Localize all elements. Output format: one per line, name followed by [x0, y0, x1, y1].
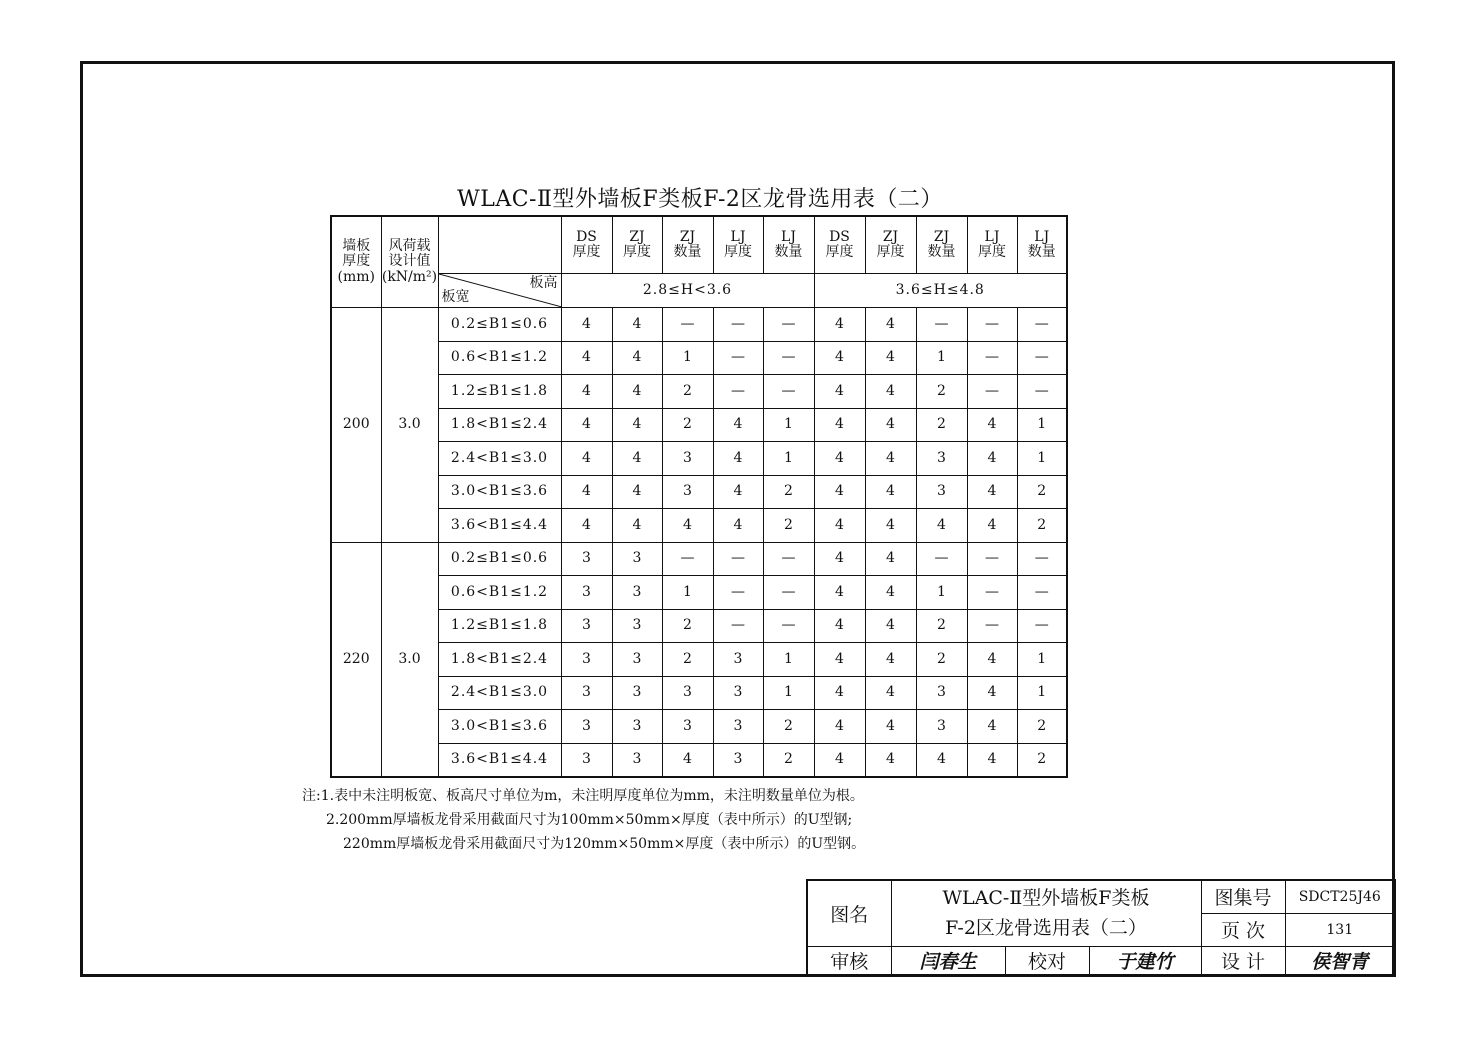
value-cell: 4 — [865, 676, 916, 710]
value-cell: 3 — [916, 475, 967, 509]
table-title: WLAC-Ⅱ型外墙板F类板F-2区龙骨选用表（二） — [457, 187, 943, 212]
value-cell: 1 — [1017, 676, 1067, 710]
value-cell: 4 — [865, 542, 916, 576]
value-cell: 4 — [865, 509, 916, 543]
value-cell: — — [763, 609, 814, 643]
value-cell: 3 — [561, 542, 612, 576]
value-cell: 4 — [662, 509, 713, 543]
value-cell: 3 — [916, 676, 967, 710]
value-cell: 4 — [916, 743, 967, 777]
value-cell: — — [763, 341, 814, 375]
value-cell: 4 — [967, 743, 1017, 777]
plate-width-range: 0.6<B1≤1.2 — [438, 576, 561, 610]
value-cell: 4 — [814, 375, 865, 409]
value-cell: 3 — [662, 475, 713, 509]
value-cell: 2 — [763, 475, 814, 509]
design-label: 设 计 — [1201, 946, 1285, 976]
plate-width-range: 1.2≤B1≤1.8 — [438, 375, 561, 409]
value-cell: 4 — [967, 408, 1017, 442]
value-cell: 3 — [612, 743, 662, 777]
value-cell: — — [967, 308, 1017, 342]
header-col-10: LJ 数量 — [1017, 216, 1067, 274]
value-cell: 1 — [763, 676, 814, 710]
value-cell: 3 — [662, 710, 713, 744]
value-cell: 4 — [865, 475, 916, 509]
title-block — [806, 879, 1396, 977]
page-number: 131 — [1285, 913, 1395, 946]
value-cell: — — [967, 542, 1017, 576]
value-cell: 1 — [1017, 408, 1067, 442]
value-cell: — — [763, 576, 814, 610]
height-range-2: 3.6≤H≤4.8 — [814, 274, 1067, 308]
atlas-number: SDCT25J46 — [1285, 880, 1395, 913]
value-cell: 2 — [763, 509, 814, 543]
table-row — [331, 743, 1067, 777]
value-cell: 4 — [814, 408, 865, 442]
plate-width-range: 3.6<B1≤4.4 — [438, 743, 561, 777]
value-cell: — — [967, 375, 1017, 409]
header-wind-load: 风荷载 设计值 (kN/m²) — [381, 216, 438, 308]
value-cell: 4 — [865, 442, 916, 476]
value-cell: 3 — [713, 743, 763, 777]
value-cell: — — [967, 576, 1017, 610]
value-cell: 4 — [713, 442, 763, 476]
value-cell: 4 — [967, 710, 1017, 744]
header-col-9: LJ 厚度 — [967, 216, 1017, 274]
value-cell: 2 — [662, 408, 713, 442]
table-row — [331, 341, 1067, 375]
value-cell: — — [713, 542, 763, 576]
atlas-number-label: 图集号 — [1201, 880, 1285, 913]
table-row — [331, 509, 1067, 543]
value-cell: 3 — [561, 676, 612, 710]
value-cell: 4 — [814, 676, 865, 710]
value-cell: 1 — [763, 442, 814, 476]
plate-width-range: 2.4<B1≤3.0 — [438, 676, 561, 710]
value-cell: 3 — [561, 643, 612, 677]
value-cell: 2 — [1017, 710, 1067, 744]
value-cell: 2 — [1017, 475, 1067, 509]
plate-width-range: 3.6<B1≤4.4 — [438, 509, 561, 543]
value-cell: 2 — [662, 609, 713, 643]
header-col-4: LJ 厚度 — [713, 216, 763, 274]
value-cell: 2 — [916, 643, 967, 677]
plate-width-range: 3.0<B1≤3.6 — [438, 710, 561, 744]
value-cell: 4 — [612, 475, 662, 509]
value-cell: — — [713, 341, 763, 375]
value-cell: — — [713, 308, 763, 342]
value-cell: 2 — [662, 375, 713, 409]
header-col-5: LJ 数量 — [763, 216, 814, 274]
value-cell: — — [713, 576, 763, 610]
value-cell: 4 — [814, 475, 865, 509]
check-label: 校对 — [1005, 946, 1089, 976]
plate-width-range: 0.2≤B1≤0.6 — [438, 542, 561, 576]
value-cell: — — [662, 542, 713, 576]
value-cell: 4 — [916, 509, 967, 543]
value-cell: 1 — [763, 643, 814, 677]
table-row — [331, 475, 1067, 509]
value-cell: 3 — [713, 676, 763, 710]
plate-width-range: 1.8<B1≤2.4 — [438, 643, 561, 677]
value-cell: 4 — [967, 643, 1017, 677]
value-cell: 4 — [865, 609, 916, 643]
value-cell: 3 — [612, 710, 662, 744]
value-cell: 4 — [662, 743, 713, 777]
value-cell: 4 — [967, 442, 1017, 476]
header-col-6: DS 厚度 — [814, 216, 865, 274]
value-cell: 4 — [713, 509, 763, 543]
header-col-8: ZJ 数量 — [916, 216, 967, 274]
value-cell: 4 — [561, 341, 612, 375]
value-cell: 4 — [561, 442, 612, 476]
value-cell: 4 — [561, 375, 612, 409]
value-cell: 3 — [561, 576, 612, 610]
value-cell: 3 — [561, 743, 612, 777]
value-cell: 3 — [916, 442, 967, 476]
value-cell: 1 — [916, 576, 967, 610]
plate-width-range: 3.0<B1≤3.6 — [438, 475, 561, 509]
value-cell: 3 — [612, 676, 662, 710]
value-cell: 4 — [814, 710, 865, 744]
wall-thickness-cell: 200 — [331, 308, 381, 543]
header-blank — [438, 216, 561, 274]
value-cell: — — [967, 609, 1017, 643]
value-cell: — — [713, 609, 763, 643]
table-row — [331, 710, 1067, 744]
table-row — [331, 442, 1067, 476]
keel-selection-table — [330, 215, 1068, 778]
value-cell: 4 — [713, 475, 763, 509]
value-cell: 4 — [814, 509, 865, 543]
value-cell: — — [1017, 375, 1067, 409]
value-cell: 4 — [967, 475, 1017, 509]
table-row — [331, 542, 1067, 576]
header-col-1: DS 厚度 — [561, 216, 612, 274]
value-cell: 2 — [1017, 509, 1067, 543]
value-cell: 1 — [662, 341, 713, 375]
value-cell: 3 — [561, 710, 612, 744]
plate-width-range: 1.2≤B1≤1.8 — [438, 609, 561, 643]
value-cell: — — [916, 542, 967, 576]
value-cell: 4 — [865, 743, 916, 777]
drawing-name: WLAC-Ⅱ型外墙板F类板 F-2区龙骨选用表（二） — [891, 880, 1201, 946]
value-cell: 2 — [916, 408, 967, 442]
note-3: 220mm厚墙板龙骨采用截面尺寸为120mm×50mm×厚度（表中所示）的U型钢。 — [343, 836, 866, 852]
table-row — [331, 643, 1067, 677]
value-cell: — — [967, 341, 1017, 375]
value-cell: 1 — [662, 576, 713, 610]
value-cell: 1 — [1017, 442, 1067, 476]
value-cell: 3 — [612, 542, 662, 576]
value-cell: — — [662, 308, 713, 342]
wind-load-cell: 3.0 — [381, 308, 438, 543]
header-col-7: ZJ 厚度 — [865, 216, 916, 274]
value-cell: 4 — [865, 643, 916, 677]
table-row — [331, 676, 1067, 710]
plate-width-range: 2.4<B1≤3.0 — [438, 442, 561, 476]
table-row — [331, 609, 1067, 643]
value-cell: 3 — [916, 710, 967, 744]
value-cell: — — [763, 542, 814, 576]
value-cell: 1 — [1017, 643, 1067, 677]
value-cell: 4 — [865, 341, 916, 375]
value-cell: — — [763, 375, 814, 409]
value-cell: 4 — [612, 341, 662, 375]
value-cell: 4 — [561, 408, 612, 442]
value-cell: — — [713, 375, 763, 409]
value-cell: 4 — [865, 308, 916, 342]
value-cell: — — [1017, 609, 1067, 643]
value-cell: — — [1017, 542, 1067, 576]
value-cell: 4 — [814, 341, 865, 375]
header-plate-width: 板宽 — [441, 288, 470, 305]
value-cell: 4 — [561, 475, 612, 509]
review-label: 审核 — [807, 946, 891, 976]
plate-width-range: 0.2≤B1≤0.6 — [438, 308, 561, 342]
value-cell: 2 — [662, 643, 713, 677]
header-col-3: ZJ 数量 — [662, 216, 713, 274]
value-cell: — — [1017, 308, 1067, 342]
value-cell: 4 — [967, 676, 1017, 710]
review-signature: 闫春生 — [891, 946, 1005, 976]
value-cell: 3 — [612, 643, 662, 677]
value-cell: 3 — [561, 609, 612, 643]
design-signature: 侯智青 — [1285, 946, 1395, 976]
value-cell: 2 — [1017, 743, 1067, 777]
page-label: 页 次 — [1201, 913, 1285, 946]
header-diagonal-cell — [438, 274, 561, 308]
value-cell: 3 — [713, 710, 763, 744]
height-range-1: 2.8≤H<3.6 — [561, 274, 814, 308]
note-1: 注:1.表中未注明板宽、板高尺寸单位为m，未注明厚度单位为mm，未注明数量单位为根。 — [302, 788, 864, 804]
value-cell: 3 — [662, 442, 713, 476]
value-cell: 3 — [662, 676, 713, 710]
value-cell: 2 — [763, 743, 814, 777]
value-cell: 3 — [713, 643, 763, 677]
value-cell: 2 — [763, 710, 814, 744]
header-thickness: 墙板 厚度 (mm) — [331, 216, 381, 308]
value-cell: 1 — [763, 408, 814, 442]
table-row — [331, 408, 1067, 442]
value-cell: 4 — [865, 408, 916, 442]
table-row — [331, 576, 1067, 610]
value-cell: 4 — [967, 509, 1017, 543]
header-plate-height: 板高 — [529, 275, 558, 291]
value-cell: — — [916, 308, 967, 342]
value-cell: 1 — [916, 341, 967, 375]
value-cell: 2 — [916, 375, 967, 409]
value-cell: 4 — [612, 509, 662, 543]
value-cell: 4 — [865, 710, 916, 744]
value-cell: 4 — [612, 442, 662, 476]
note-2: 2.200mm厚墙板龙骨采用截面尺寸为100mm×50mm×厚度（表中所示）的U型钢; — [326, 812, 853, 828]
value-cell: 4 — [814, 743, 865, 777]
value-cell: 3 — [612, 576, 662, 610]
value-cell: 4 — [612, 375, 662, 409]
value-cell: 4 — [612, 408, 662, 442]
value-cell: 4 — [612, 308, 662, 342]
value-cell: 3 — [612, 609, 662, 643]
value-cell: 4 — [561, 509, 612, 543]
plate-width-range: 1.8<B1≤2.4 — [438, 408, 561, 442]
header-col-2: ZJ 厚度 — [612, 216, 662, 274]
value-cell: 4 — [814, 576, 865, 610]
value-cell: 4 — [814, 308, 865, 342]
value-cell: 2 — [916, 609, 967, 643]
value-cell: — — [1017, 576, 1067, 610]
value-cell: 4 — [814, 442, 865, 476]
value-cell: 4 — [713, 408, 763, 442]
value-cell: 4 — [561, 308, 612, 342]
value-cell: — — [1017, 341, 1067, 375]
value-cell: 4 — [814, 643, 865, 677]
value-cell: — — [763, 308, 814, 342]
notes — [302, 784, 865, 856]
drawing-name-label: 图名 — [807, 880, 891, 946]
value-cell: 4 — [865, 375, 916, 409]
value-cell: 4 — [814, 609, 865, 643]
table-row — [331, 308, 1067, 342]
value-cell: 4 — [814, 542, 865, 576]
wind-load-cell: 3.0 — [381, 542, 438, 777]
check-signature: 于建竹 — [1089, 946, 1201, 976]
table-row — [331, 375, 1067, 409]
value-cell: 4 — [865, 576, 916, 610]
plate-width-range: 0.6<B1≤1.2 — [438, 341, 561, 375]
wall-thickness-cell: 220 — [331, 542, 381, 777]
